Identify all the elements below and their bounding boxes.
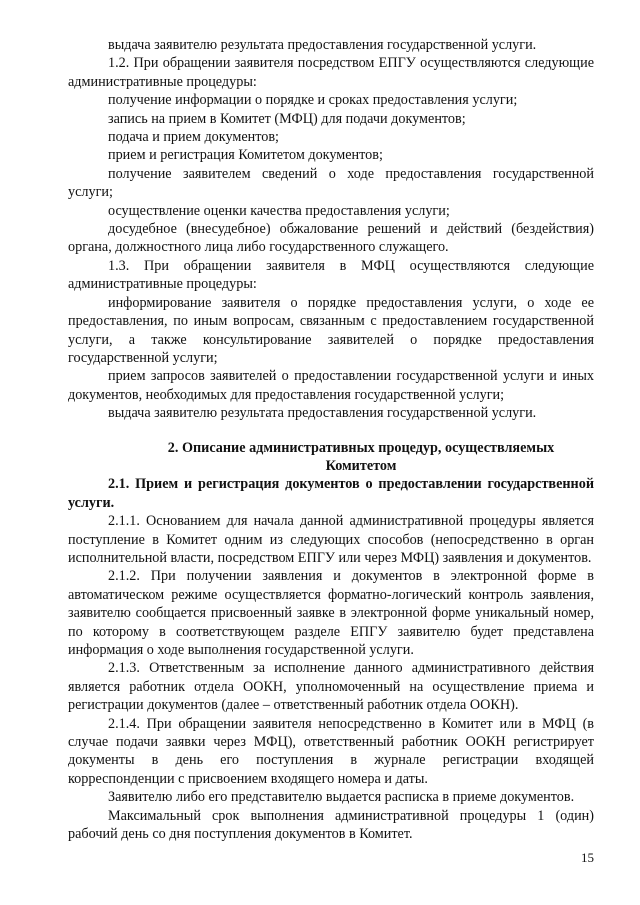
- paragraph: досудебное (внесудебное) обжалование решений и действий (бездействия) органа, должностного лица либо государственного служащего.: [68, 221, 594, 256]
- paragraph: выдача заявителю результата предоставления государственной услуги.: [108, 405, 537, 422]
- paragraph: Заявителю либо его представителю выдается расписка в приеме документов.: [108, 789, 575, 806]
- paragraph: прием и регистрация Комитетом документов;: [108, 147, 383, 164]
- paragraph: 2.1.4. При обращении заявителя непосредственно в Комитет или в МФЦ (в случае подачи заявки через МФЦ), ответственный работник ООКН регистрирует документы в день его поступления в журнале регистрации входящей корреспонденции с присвоением входящего номера и даты.: [68, 715, 594, 787]
- paragraph: 2.1.2. При получении заявления и документов в электронной форме в автоматическом режиме осуществляется форматно-логический контроль заявления, заявителю сообщается присвоенный заявке в электронной форме уникальный номер, по которому в соответствующем разделе ЕПГУ заявителю будет представлена информация о ходе выполнения государственной услуги.: [68, 568, 594, 658]
- subsection-heading: 2.1. Прием и регистрация документов о предоставлении государственной услуги.: [68, 476, 594, 511]
- paragraph: 2.1.1. Основанием для начала данной административной процедуры является поступление в Комитет одним из следующих способов (непосредственно в орган исполнительной власти, посредством ЕПГУ или через МФЦ) заявления и документов.: [68, 513, 594, 566]
- paragraph: получение информации о порядке и сроках предоставления услуги;: [108, 92, 518, 109]
- page-number: 15: [581, 850, 594, 865]
- subsection-body: [68, 512, 594, 843]
- paragraph: получение заявителем сведений о ходе предоставления государственной услуги;: [68, 165, 594, 201]
- document-body: [68, 36, 594, 843]
- paragraph: 1.3. При обращении заявителя в МФЦ осуществляются следующие административные процедуры:: [68, 257, 594, 293]
- paragraph: подача и прием документов;: [108, 129, 279, 146]
- paragraph: выдача заявителю результата предоставления государственной услуги.: [108, 37, 537, 53]
- paragraph: информирование заявителя о порядке предоставления услуги, о ходе ее предоставления, по иным вопросам, связанным с предоставлением государственной услуги, а также консультирование заявителей о порядке предоставления государственной услуги;: [68, 294, 594, 366]
- paragraph: 2.1.3. Ответственным за исполнение данного административного действия является работник отдела ООКН, уполномоченный на осуществление приема и регистрации документов (далее – ответственный работник отдела ООКН).: [68, 660, 594, 714]
- section-heading: 2. Описание административных процедур, осуществляемых Комитетом: [167, 439, 555, 474]
- procedures-list: [68, 36, 594, 423]
- paragraph: прием запросов заявителей о предоставлении государственной услуги и иных документов, необходимых для предоставления государственной услуги;: [68, 368, 594, 403]
- paragraph: осуществление оценки качества предоставления услуги;: [108, 202, 450, 219]
- paragraph: запись на прием в Комитет (МФЦ) для подачи документов;: [108, 110, 466, 127]
- paragraph: Максимальный срок выполнения административной процедуры 1 (один) рабочий день со дня поступления документов в Комитет.: [68, 807, 594, 843]
- paragraph: 1.2. При обращении заявителя посредством ЕПГУ осуществляются следующие административные процедуры:: [68, 55, 594, 90]
- section-spacer: [68, 423, 594, 439]
